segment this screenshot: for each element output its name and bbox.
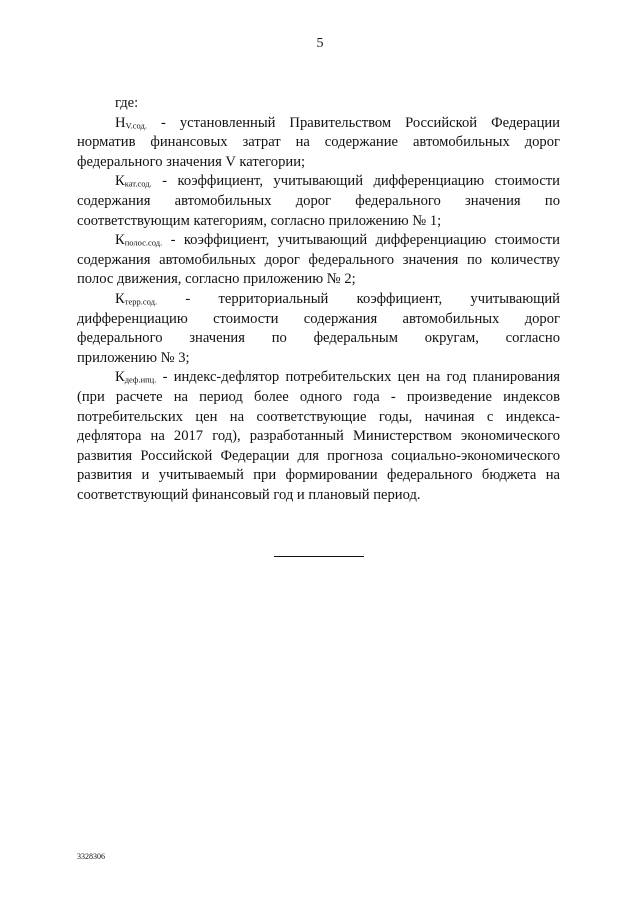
page-number: 5: [316, 36, 324, 51]
definition-def-line-1: $К_{деф.ипц.}$ - индекс-дефлятор потребительских цен на год планирования: [115, 369, 560, 386]
definition-polos-line-2: содержания автомобильных дорог федерального значения по количеству: [77, 251, 560, 268]
definition-def-line-7: соответствующий финансовый год и плановый период.: [77, 486, 421, 503]
definition-def-line-5: развития Российской Федерации для прогноза социально-экономического: [77, 447, 560, 464]
definition-kat-line-1: $К_{кат.сод.}$ - коэффициент, учитывающий дифференциацию стоимости: [115, 173, 560, 190]
definition-terr-line-3: федерального значения по федеральным округам, согласно: [77, 330, 560, 347]
definition-def-line-2: (при расчете на период более одного года - произведение индексов: [77, 388, 560, 405]
document-body: [77, 94, 560, 505]
definition-def-line-3: потребительских цен на соответствующие годы, начиная с индекса-: [77, 408, 560, 425]
document-code: 3328306: [77, 852, 105, 861]
symbol-polos: $К_{полос.сод.}$: [115, 232, 163, 249]
definition-nv-line-1: $H_{V.сод.}$ - установленный Правительством Российской Федерации: [115, 114, 560, 131]
definition-terr-line-4: приложению № 3;: [77, 349, 190, 366]
definition-nv-line-3: федерального значения V категории;: [77, 153, 306, 170]
definition-terr-line-1: $К_{терр.сод.}$ - территориальный коэффициент, учитывающий: [115, 290, 560, 307]
definition-def-line-6: развития и учитываемый при формировании федерального бюджета на: [77, 467, 560, 484]
symbol-kat: $К_{кат.сод.}$: [115, 173, 152, 190]
definition-nv-line-2: норматив финансовых затрат на содержание автомобильных дорог: [77, 134, 560, 151]
symbol-nv: $H_{V.сод.}$: [115, 114, 147, 131]
definition-kat-line-3: соответствующим категориям, согласно приложению № 1;: [77, 212, 442, 229]
definition-kat-line-2: содержания автомобильных дорог федерального значения по: [77, 192, 560, 209]
definition-def-line-4: дефлятора на 2017 год), разработанный Министерством экономического: [77, 428, 560, 445]
definition-polos-line-1: $К_{полос.сод.}$ - коэффициент, учитывающий дифференциацию стоимости: [115, 232, 560, 249]
end-divider: [274, 556, 364, 557]
definition-terr-line-2: дифференциацию стоимости содержания автомобильных дорог: [77, 310, 560, 327]
symbol-def: $К_{деф.ипц.}$: [115, 369, 157, 386]
symbol-terr: $К_{терр.сод.}$: [115, 290, 158, 307]
intro-text: где:: [115, 95, 139, 111]
definition-polos-line-3: полос движения, согласно приложению № 2;: [77, 271, 356, 288]
